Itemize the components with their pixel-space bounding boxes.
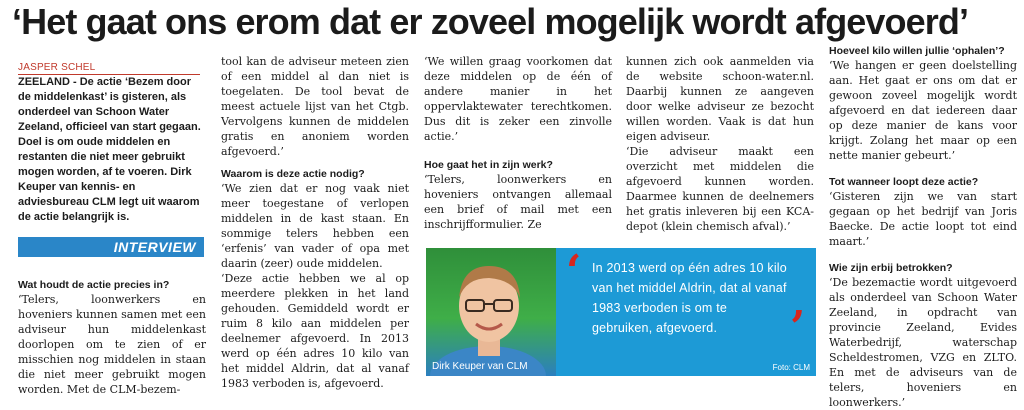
column-1-lower [18,278,206,397]
paragraph-4-2: ‘Die adviseur maakt een overzicht met middelen die afgevoerd kunnen worden. Daarmee kunnen de deelnemers het gratis inleveren bij een KCA-depot (klein chemisch afval).’ [626,145,814,233]
answer-3: ‘Telers, loonwerkers en hoveniers ontvangen allemaal een brief of mail met een inschrijfformulier. Ze [424,173,612,231]
column-4 [626,54,814,234]
question-6: Wie zijn erbij betrokken? [829,262,953,274]
byline: JASPER SCHEL [18,61,200,75]
column-3 [424,54,612,232]
open-quote-icon: ‘ [566,248,582,297]
photo-credit: Foto: CLM [772,363,810,372]
headline: ‘Het gaat ons erom dat er zoveel mogelijk wordt afgevoerd’ [12,1,969,42]
intro-text: - De actie ‘Bezem door de middelenkast’ is gisteren, als onderdeel van Schoon Water Zeeland, officieel van start gegaan. Doel is om oude middelen en restanten die niet meer gebruikt mogen worden, af te voeren. Dirk Keuper van kennis- en adviesbureau CLM legt uit waarom de actie belangrijk is. [18,76,201,223]
photo-quote-box [426,248,816,376]
paragraph-4-1: kunnen zich ook aanmelden via de website schoon-water.nl. Daarbij kunnen ze aangeven door welke adviseur ze bezocht willen worden. Vaak is dat hun eigen adviseur. [626,55,814,143]
column-2 [221,54,409,391]
column-5 [829,44,1017,410]
question-2: Waarom is deze actie nodig? [221,168,365,180]
question-3: Hoe gaat het in zijn werk? [424,159,553,171]
column-1 [18,61,206,225]
close-quote-icon: ’ [790,302,806,353]
portrait-illustration [426,248,556,376]
question-5: Tot wanneer loopt deze actie? [829,176,979,188]
interview-label: INTERVIEW [113,239,196,255]
answer-1: ‘Telers, loonwerkers en hoveniers kunnen samen met een adviseur hun middelenkast doorlopen om te zien of er misschien nog middelen in staan die niet meer gebruikt mogen worden. Met de CLM-bezem- [18,293,206,396]
paragraph-3-1: ‘We willen graag voorkomen dat deze middelen op de één of andere manier in het oppervlaktewater terechtkomen. Dus dit is zeker een zinvolle actie.’ [424,55,612,143]
intro-place: ZEELAND [18,76,70,88]
paragraph-2-1: tool kan de adviseur meteen zien of een middel al dan niet is toegelaten. De tool bevat de meest actuele lijst van het Ctgb. Vervolgens kunnen de middelen gratis en anoniem worden afgevoerd.’ [221,55,409,158]
pull-quote-text: In 2013 werd op één adres 10 kilo van het middel Aldrin, dat al vanaf 1983 verboden is om te gebruiken, afgevoerd. [592,261,787,335]
answer-2: ‘We zien dat er nog vaak niet meer toegestane of verlopen middelen in de kast staan. En sommige telers hebben een ‘erfenis’ van vader of opa met daarin (zeer) oude middelen. [221,182,409,270]
photo-caption: Dirk Keuper van CLM [432,361,528,372]
interview-banner [18,237,204,257]
paragraph-2-3: ‘Deze actie hebben we al op meerdere plekken in het land gehouden. Gemiddeld wordt er ruim 8 kilo aan middelen per deelnemer afgevoerd. In 2013 werd op één adres 10 kilo van het middel Aldrin, dat al vanaf 1983 verboden is, afgevoerd. [221,272,409,390]
intro-paragraph [18,75,206,225]
answer-6: ‘De bezemactie wordt uitgevoerd als onderdeel van Schoon Water Zeeland, in opdracht van provincie Zeeland, Evides Waterbedrijf, waterschap Scheldestromen, VZG en ZLTO. En met de adviseurs van de telers, hoveniers en loonwerkers.’ [829,276,1017,409]
question-4: Hoeveel kilo willen jullie ‘ophalen’? [829,45,1005,57]
answer-5: ‘Gisteren zijn we van start gegaan op het bedrijf van Joris Baecke. De actie loopt tot eind maart.’ [829,190,1017,248]
portrait-photo [426,248,556,376]
question-1: Wat houdt de actie precies in? [18,279,170,291]
answer-4: ‘We hangen er geen doelstelling aan. Het gaat er ons om dat er gewoon zoveel mogelijk wordt afgevoerd en dat iedereen daar op deze manier de kans voor krijgt. Zolang het maar op een nette manier gebeurt.’ [829,59,1017,162]
